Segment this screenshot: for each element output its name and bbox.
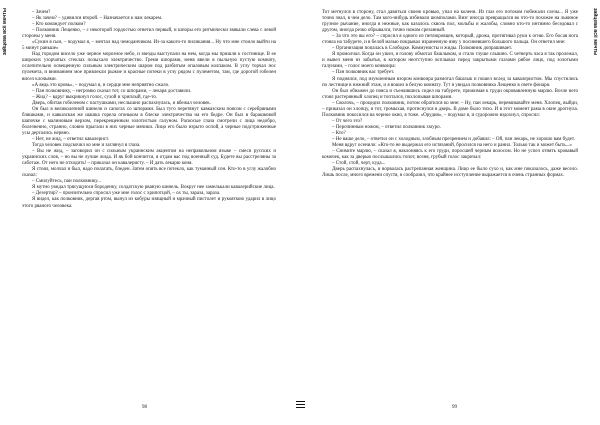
menu-icon[interactable] xyxy=(296,401,305,409)
paragraph: Я поднялся, под изумленным взором конвоира размотал башлык и пошел вслед за кавалеристом. Мы спустились по лестнице в нижний этаж, и я вошел в белую комнату. Тут я увидал полковника Лещенко в свете фонаря. xyxy=(322,76,578,88)
paragraph: – Кто? xyxy=(332,130,346,136)
paragraph: – От чего это? xyxy=(332,118,363,124)
paragraph: – Смилуйтесь, пан полковнику... xyxy=(32,179,102,185)
paragraph: – Пан полковнику, – негромко сказал тот, со шпорами, – лекаря доставили. xyxy=(32,88,192,94)
paragraph: – Кто командует полком? xyxy=(32,22,86,28)
paragraph: – Зачем? xyxy=(32,10,51,15)
page-number-left: 98 xyxy=(142,405,147,410)
paragraph: – Снимите марлю, – сказал я, наклоняясь к его груди, поросшей черным волосом. Но не успел отнять кровавый комочек, как за дверью послышались топот, возня, грубый голос закричал: xyxy=(322,149,578,161)
paragraph: – Жид? – вдруг выкрикнул голос, сухой и хриплый, где-то. xyxy=(32,94,158,100)
paragraph: – Вы не жид, – заговорил он с сильным украинским акцентом на неправильном языке – смеси русских и украинских слов, – но вы не лучше жида. И як бой кончится, я отдам вас под военный суд. Будете вы расстреляны за саботаж. От него не отходить! – приказал он кавалеристу. – И дать лекарю коня. xyxy=(22,149,276,167)
paragraph: – Нет, не жид, – ответил кавалерист. xyxy=(32,136,110,142)
paragraph: Меня вдруг осенило: «Кто-то не выдержал его истязаний, бросился на него и ранил. Только так и может быть...» xyxy=(332,143,572,149)
paragraph: «Сукин я сын, – подумал я, – мечтал над чемоданчиком. Из-за какого-то пиликания... Ну что мне стоило выйти на 5 минут раньше» xyxy=(22,40,276,52)
paragraph: Дверь, обитая гобеленом с пастушками, неслышно распахнулась, и вбежал человек. xyxy=(32,100,211,106)
paragraph: Я промолчал. Когда он ушел, я голову обмотал башлыком, и стало глуше слышно. С четверть часа я так пролежал, и вывел меня из забытья, в котором неотступно всплывал перед закрытыми глазами рябое лицо, под золотыми галунами, – голос моего конвоира: xyxy=(322,52,578,70)
paragraph: – Организация попалась в Слободке. Коммунисты и жиды. Полковник допрашивает. xyxy=(332,46,513,52)
paragraph: Я видел, как полковник, дергая ртом, вынул из кобуры изящный и мрачный пистолет и рукояткою ударил в лицо этого рваного человека. xyxy=(22,197,276,209)
paragraph: – За что это вы его? – спросил я одного из петлюровцев, который, дрожа, протягивал руки к огню. Его босая нога стояла на табурете, и в белой мазью покрывал израненную язву у посиневшего большого пальца. Он ответил мне: xyxy=(322,34,578,46)
paragraph: Тот метнулся в сторону, стал давиться своею кровью, упал на колени. Из глаз его потоком побежали слезы... Я уже точно знал, в чем дело. Там кого-нибудь избивали шомполами. Визг иногда превращался во что-то похожее на львиное грузное рычание, иногда в нежные, как казалось сквозь пол, мольбы и жалобы, словно кто-то интимно беседовал с другом, иногда резко обрывался, точно ножом срезанный. xyxy=(322,10,578,34)
right-page-text xyxy=(322,10,578,179)
paragraph: – Пан полковник вас требует. xyxy=(332,70,395,76)
paragraph: Он был в великолепной шинели и сапогах со шпорами. Был туго перетянут кавказским поясом с серебряными бляшками, и кавказская же шашка горела огоньком в блеске электричества на его бедре. Он был в барашковой шапочке с малиновым верхом, перекрещенным золотистым галуном. Раскосые глаза смотрели с лица недобро, болезненно, странно, словно прыгали в них черные мячики. Лицо его было изрыто оспой, а черные подстриженные усы дергались нервно. xyxy=(22,106,276,136)
running-head-right: зайцева всё мечты xyxy=(592,8,598,56)
paragraph: Я стоял, молчал и был, надо полагать, бледен. Затем опять все потекло, как туманный сон. Кто-то в углу жалобно сказал: xyxy=(22,167,276,179)
paragraph: – Як зачем? – удивился второй. – Назначается к нам лекарем. xyxy=(32,16,163,22)
paragraph: – Дезертир? – пронзительно спросил уже мне голос с хрипотцой, – ох ты, зараза, зараза. xyxy=(32,191,221,197)
paragraph: Он был обнажен до пояса и съежившись сидел на табурете, прижимая к груди окровавленную марлю. Возле него стоял растерянный хлопец и топтался, похлопывая шпорами. xyxy=(322,88,578,100)
paragraph: – Перочинным ножом, – ответил полковник хмуро. xyxy=(332,124,441,130)
paragraph: – Полковник Лещенко, – с некоторой гордостью ответил первый, и шпоры его ритмически звякали слева с левой стороны у меня. xyxy=(22,28,276,40)
paragraph: «А ведь это кровь», – подумал я, и сердце мне неприятно сжало. xyxy=(32,82,170,88)
running-head-left: зайцева всё мечты xyxy=(2,8,8,56)
paragraph: – Сволочь, – процедил полковник, потом обратился ко мне: – Ну, пан лекарь, перевязывайте меня. Хлопец, выйди, – приказал он хлопцу, и тот, громыхая, протиснулся в дверь. В доме было тихо. И в этот момент рама в окне дрогнула. Полковник покосился на черное окно, я тоже. «Орудия», – подумал я, и судорожно вздохнул, спросил: xyxy=(322,100,578,118)
paragraph: – Стой, стой, черт, куда... xyxy=(332,161,386,167)
paragraph: Дверь распахнулась, и ворвалась растрепанная женщина. Лицо ее было сухо и, как мне показалось, даже весело. Лишь после, много времени спустя, я сообразил, что крайнее исступление выражается в очень странных формах. xyxy=(322,167,578,179)
page-number-right: 99 xyxy=(452,405,457,410)
paragraph: Над городом висело уже черное морозное небо, и звезды выступали на нем, когда мы пришли к гостинице. В ее широких узорчатых стеклах полыхало электричество. Гремя шпорами, меня ввели в пыльную пустую комнату, ослепительно освещенную сильным электрическим шаром под разбитым опаловым колпаком. В углу торчал нос пулемета, и вниманием мое привлекли рыжие и красные потеки в углу рядом с пулеметом, там, где дорогой гобелен висел клочьями. xyxy=(22,52,276,82)
left-page-text xyxy=(22,10,276,210)
paragraph: Тогда человек подскочил ко мне и заглянул в глаза. xyxy=(32,143,141,149)
right-page xyxy=(300,0,600,425)
paragraph: – Не ваше дело, – ответил он с холодным, злобным презрением и добавил: – Ой, пан лекарь, не хорошо вам будет. xyxy=(332,136,575,142)
paragraph: Я мутно увидал трясущуюся бороденку, солдатскую рваную шинель. Вокруг нее замелькали кавалерийские лица. xyxy=(32,185,275,191)
